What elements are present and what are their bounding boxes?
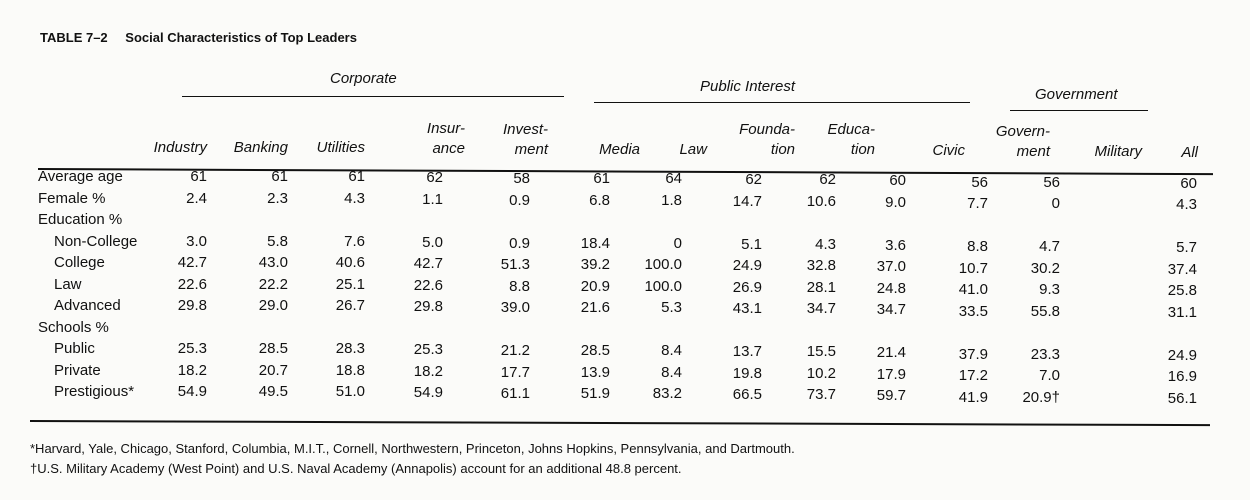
table-cell: 16.9 [1167, 368, 1197, 386]
column-header [679, 140, 707, 160]
column-header [1095, 142, 1143, 162]
table-cell: 22.6 [413, 276, 443, 294]
column-header-line: ment [1016, 143, 1050, 160]
column-header [739, 120, 795, 160]
table-cell: 9.3 [1039, 281, 1060, 298]
table-cell: 39.2 [580, 256, 610, 274]
table-cell: 23.3 [1030, 345, 1060, 363]
table-cell: 34.7 [876, 301, 906, 319]
row-label: Advanced [54, 297, 121, 314]
table-cell: 15.5 [806, 343, 836, 361]
table-cell: 61 [271, 168, 288, 185]
table-cell: 30.2 [1030, 259, 1060, 277]
table-cell: 17.7 [500, 363, 530, 381]
table-cell: 100.0 [644, 277, 682, 295]
table-cell: 26.9 [732, 278, 762, 296]
column-header-line: Govern- [995, 123, 1050, 140]
table-cell: 5.8 [267, 232, 288, 250]
table-cell: 5.7 [1176, 239, 1197, 257]
group-government: Government [1035, 86, 1118, 103]
table-cell: 26.7 [335, 297, 365, 314]
column-header [1181, 143, 1198, 163]
column-header-line: Utilities [316, 139, 365, 156]
table-cell: 55.8 [1030, 302, 1060, 320]
column-header-line: Civic [932, 142, 965, 160]
table-cell: 18.2 [413, 362, 443, 380]
group-rule-public-interest [594, 102, 970, 103]
table-cell: 1.8 [661, 191, 682, 209]
column-header [933, 141, 966, 161]
table-cell: 24.9 [732, 257, 762, 275]
table-cell: 58 [513, 170, 530, 188]
table-cell: 62 [426, 169, 443, 187]
table-cell: 1.1 [422, 190, 443, 208]
column-header-line: Media [599, 140, 640, 158]
table-cell: 31.1 [1167, 303, 1197, 321]
bottom-rule [30, 420, 1210, 426]
table-cell: 0.9 [509, 191, 530, 209]
table-cell: 14.7 [732, 192, 762, 210]
table-cell: 40.6 [335, 254, 365, 271]
column-header [234, 138, 288, 158]
table-cell: 100.0 [644, 256, 682, 274]
column-header-line: Banking [233, 139, 288, 156]
column-header [599, 140, 640, 160]
table-cell: 10.6 [806, 192, 836, 210]
row-label: College [54, 254, 105, 271]
table-cell: 59.7 [876, 387, 906, 405]
table-number: TABLE 7–2 [40, 30, 108, 45]
table-cell: 51.3 [500, 256, 530, 274]
table-cell: 21.4 [876, 344, 906, 362]
table-cell: 10.7 [958, 259, 988, 277]
table-cell: 24.8 [876, 279, 906, 297]
table-cell: 54.9 [413, 384, 443, 402]
table-cell: 28.3 [335, 340, 365, 357]
column-header-line: ment [514, 140, 548, 158]
table-cell: 8.4 [661, 342, 682, 360]
table-cell: 20.9† [1022, 388, 1060, 406]
table-cell: 19.8 [732, 364, 762, 382]
table-cell: 29.8 [413, 298, 443, 316]
table-cell: 37.0 [876, 258, 906, 276]
table-cell: 7.6 [344, 232, 365, 250]
table-cell: 62 [819, 171, 836, 189]
table-cell: 24.9 [1167, 346, 1197, 364]
column-header [827, 120, 875, 160]
column-header-line: Insur- [426, 119, 465, 137]
table-cell: 66.5 [732, 386, 762, 404]
table-cell: 22.2 [258, 275, 288, 293]
table-cell: 22.6 [177, 275, 207, 293]
table-cell: 5.3 [661, 299, 682, 317]
table-cell: 18.8 [335, 361, 365, 379]
table-cell: 2.3 [267, 189, 288, 207]
column-header [996, 122, 1050, 162]
column-header-line: Law [679, 140, 707, 158]
table-title [40, 30, 357, 45]
table-cell: 56 [1043, 173, 1060, 191]
table-cell: 73.7 [806, 386, 836, 404]
table-cell: 6.8 [589, 191, 610, 209]
table-cell: 54.9 [177, 383, 207, 400]
table-cell: 21.6 [580, 299, 610, 317]
table-cell: 61 [593, 170, 610, 188]
table-cell: 4.7 [1039, 238, 1060, 255]
column-header [317, 138, 365, 158]
table-cell: 3.6 [885, 236, 906, 254]
table-caption: Social Characteristics of Top Leaders [125, 30, 357, 45]
table-cell: 28.5 [258, 340, 288, 357]
table-cell: 0.9 [509, 234, 530, 252]
table-cell: 29.0 [258, 297, 288, 314]
group-corporate: Corporate [330, 70, 397, 87]
group-rule-government [1010, 110, 1148, 111]
table-cell: 0 [673, 234, 682, 252]
table-cell: 37.4 [1167, 260, 1197, 278]
table-cell: 18.2 [177, 361, 207, 379]
table-cell: 49.5 [258, 383, 288, 400]
footnote-prestigious: *Harvard, Yale, Chicago, Stanford, Columbia, M.I.T., Cornell, Northwestern, Princeton, Johns Hopkins, Pennsylvania, and Dartmouth. [30, 441, 795, 456]
table-cell: 61 [190, 168, 207, 185]
footnote-military: †U.S. Military Academy (West Point) and U.S. Naval Academy (Annapolis) account for an additional 48.8 percent. [30, 461, 682, 476]
table-cell: 8.8 [509, 277, 530, 295]
column-header-line: ance [432, 139, 465, 157]
table-cell: 2.4 [186, 189, 207, 207]
row-label: Private [54, 361, 101, 379]
row-label: Education % [38, 211, 123, 228]
row-label: Average age [38, 168, 123, 185]
column-header-line: Founda- [739, 121, 795, 139]
column-header-line: Industry [153, 139, 207, 156]
table-cell: 42.7 [413, 255, 443, 273]
table-cell: 20.9 [580, 277, 610, 295]
table-cell: 18.4 [580, 234, 610, 252]
table-cell: 3.0 [186, 232, 207, 250]
table-cell: 25.8 [1167, 282, 1197, 300]
table-cell: 42.7 [177, 254, 207, 271]
column-header-line: tion [850, 141, 875, 159]
table-cell: 61.1 [500, 385, 530, 403]
table-cell: 43.0 [258, 254, 288, 271]
table-cell: 7.0 [1039, 367, 1060, 384]
table-cell: 4.3 [1176, 196, 1197, 214]
table-cell: 41.9 [958, 388, 988, 406]
table-cell: 62 [745, 171, 762, 189]
table-cell: 25.3 [177, 340, 207, 357]
table-cell: 51.0 [335, 383, 365, 400]
table-cell: 17.9 [876, 365, 906, 383]
column-header-line: tion [770, 141, 795, 159]
group-public-interest: Public Interest [700, 78, 796, 95]
table-cell: 25.1 [335, 275, 365, 293]
table-cell: 13.7 [732, 343, 762, 361]
table-cell: 33.5 [958, 302, 988, 320]
table-cell: 5.1 [741, 235, 762, 253]
table-cell: 34.7 [806, 300, 836, 318]
table-cell: 41.0 [958, 281, 988, 298]
table-cell: 56 [971, 173, 988, 191]
table-cell: 43.1 [732, 300, 762, 318]
table-cell: 64 [665, 170, 682, 188]
table-cell: 4.3 [815, 235, 836, 253]
table-cell: 29.8 [177, 297, 207, 314]
table-cell: 32.8 [806, 257, 836, 275]
table-cell: 51.9 [580, 385, 610, 403]
row-label: Non-College [54, 232, 138, 250]
row-label: Public [54, 340, 95, 357]
table-cell: 60 [889, 172, 906, 190]
column-header-line: All [1181, 143, 1198, 161]
column-header-line: Invest- [502, 120, 548, 138]
table-cell: 37.9 [958, 345, 988, 363]
row-label: Prestigious* [54, 383, 135, 400]
column-header [427, 119, 465, 159]
table-cell: 5.0 [422, 233, 443, 251]
row-label: Law [54, 275, 82, 293]
table-cell: 4.3 [344, 189, 365, 207]
table-cell: 39.0 [500, 299, 530, 317]
row-label: Schools % [38, 318, 109, 336]
table-cell: 83.2 [652, 385, 682, 403]
column-header [154, 138, 207, 158]
table-cell: 60 [1180, 174, 1197, 192]
column-header [503, 120, 548, 160]
table-cell: 13.9 [580, 363, 610, 381]
table-cell: 25.3 [413, 341, 443, 359]
table-cell: 28.1 [806, 278, 836, 296]
table-cell: 8.8 [967, 238, 988, 255]
table-cell: 17.2 [958, 367, 988, 384]
table-cell: 0 [1051, 195, 1060, 212]
group-rule-corporate [182, 96, 564, 97]
table-cell: 7.7 [967, 195, 988, 212]
column-header-line: Educa- [827, 121, 875, 139]
table-cell: 56.1 [1167, 389, 1197, 407]
row-label: Female % [38, 189, 106, 207]
table-cell: 61 [348, 168, 365, 185]
table-cell: 20.7 [258, 361, 288, 379]
table-cell: 10.2 [806, 364, 836, 382]
column-header-line: Military [1094, 143, 1142, 160]
table-cell: 21.2 [500, 342, 530, 360]
table-cell: 28.5 [580, 342, 610, 360]
table-cell: 8.4 [661, 363, 682, 381]
table-cell: 9.0 [885, 193, 906, 211]
